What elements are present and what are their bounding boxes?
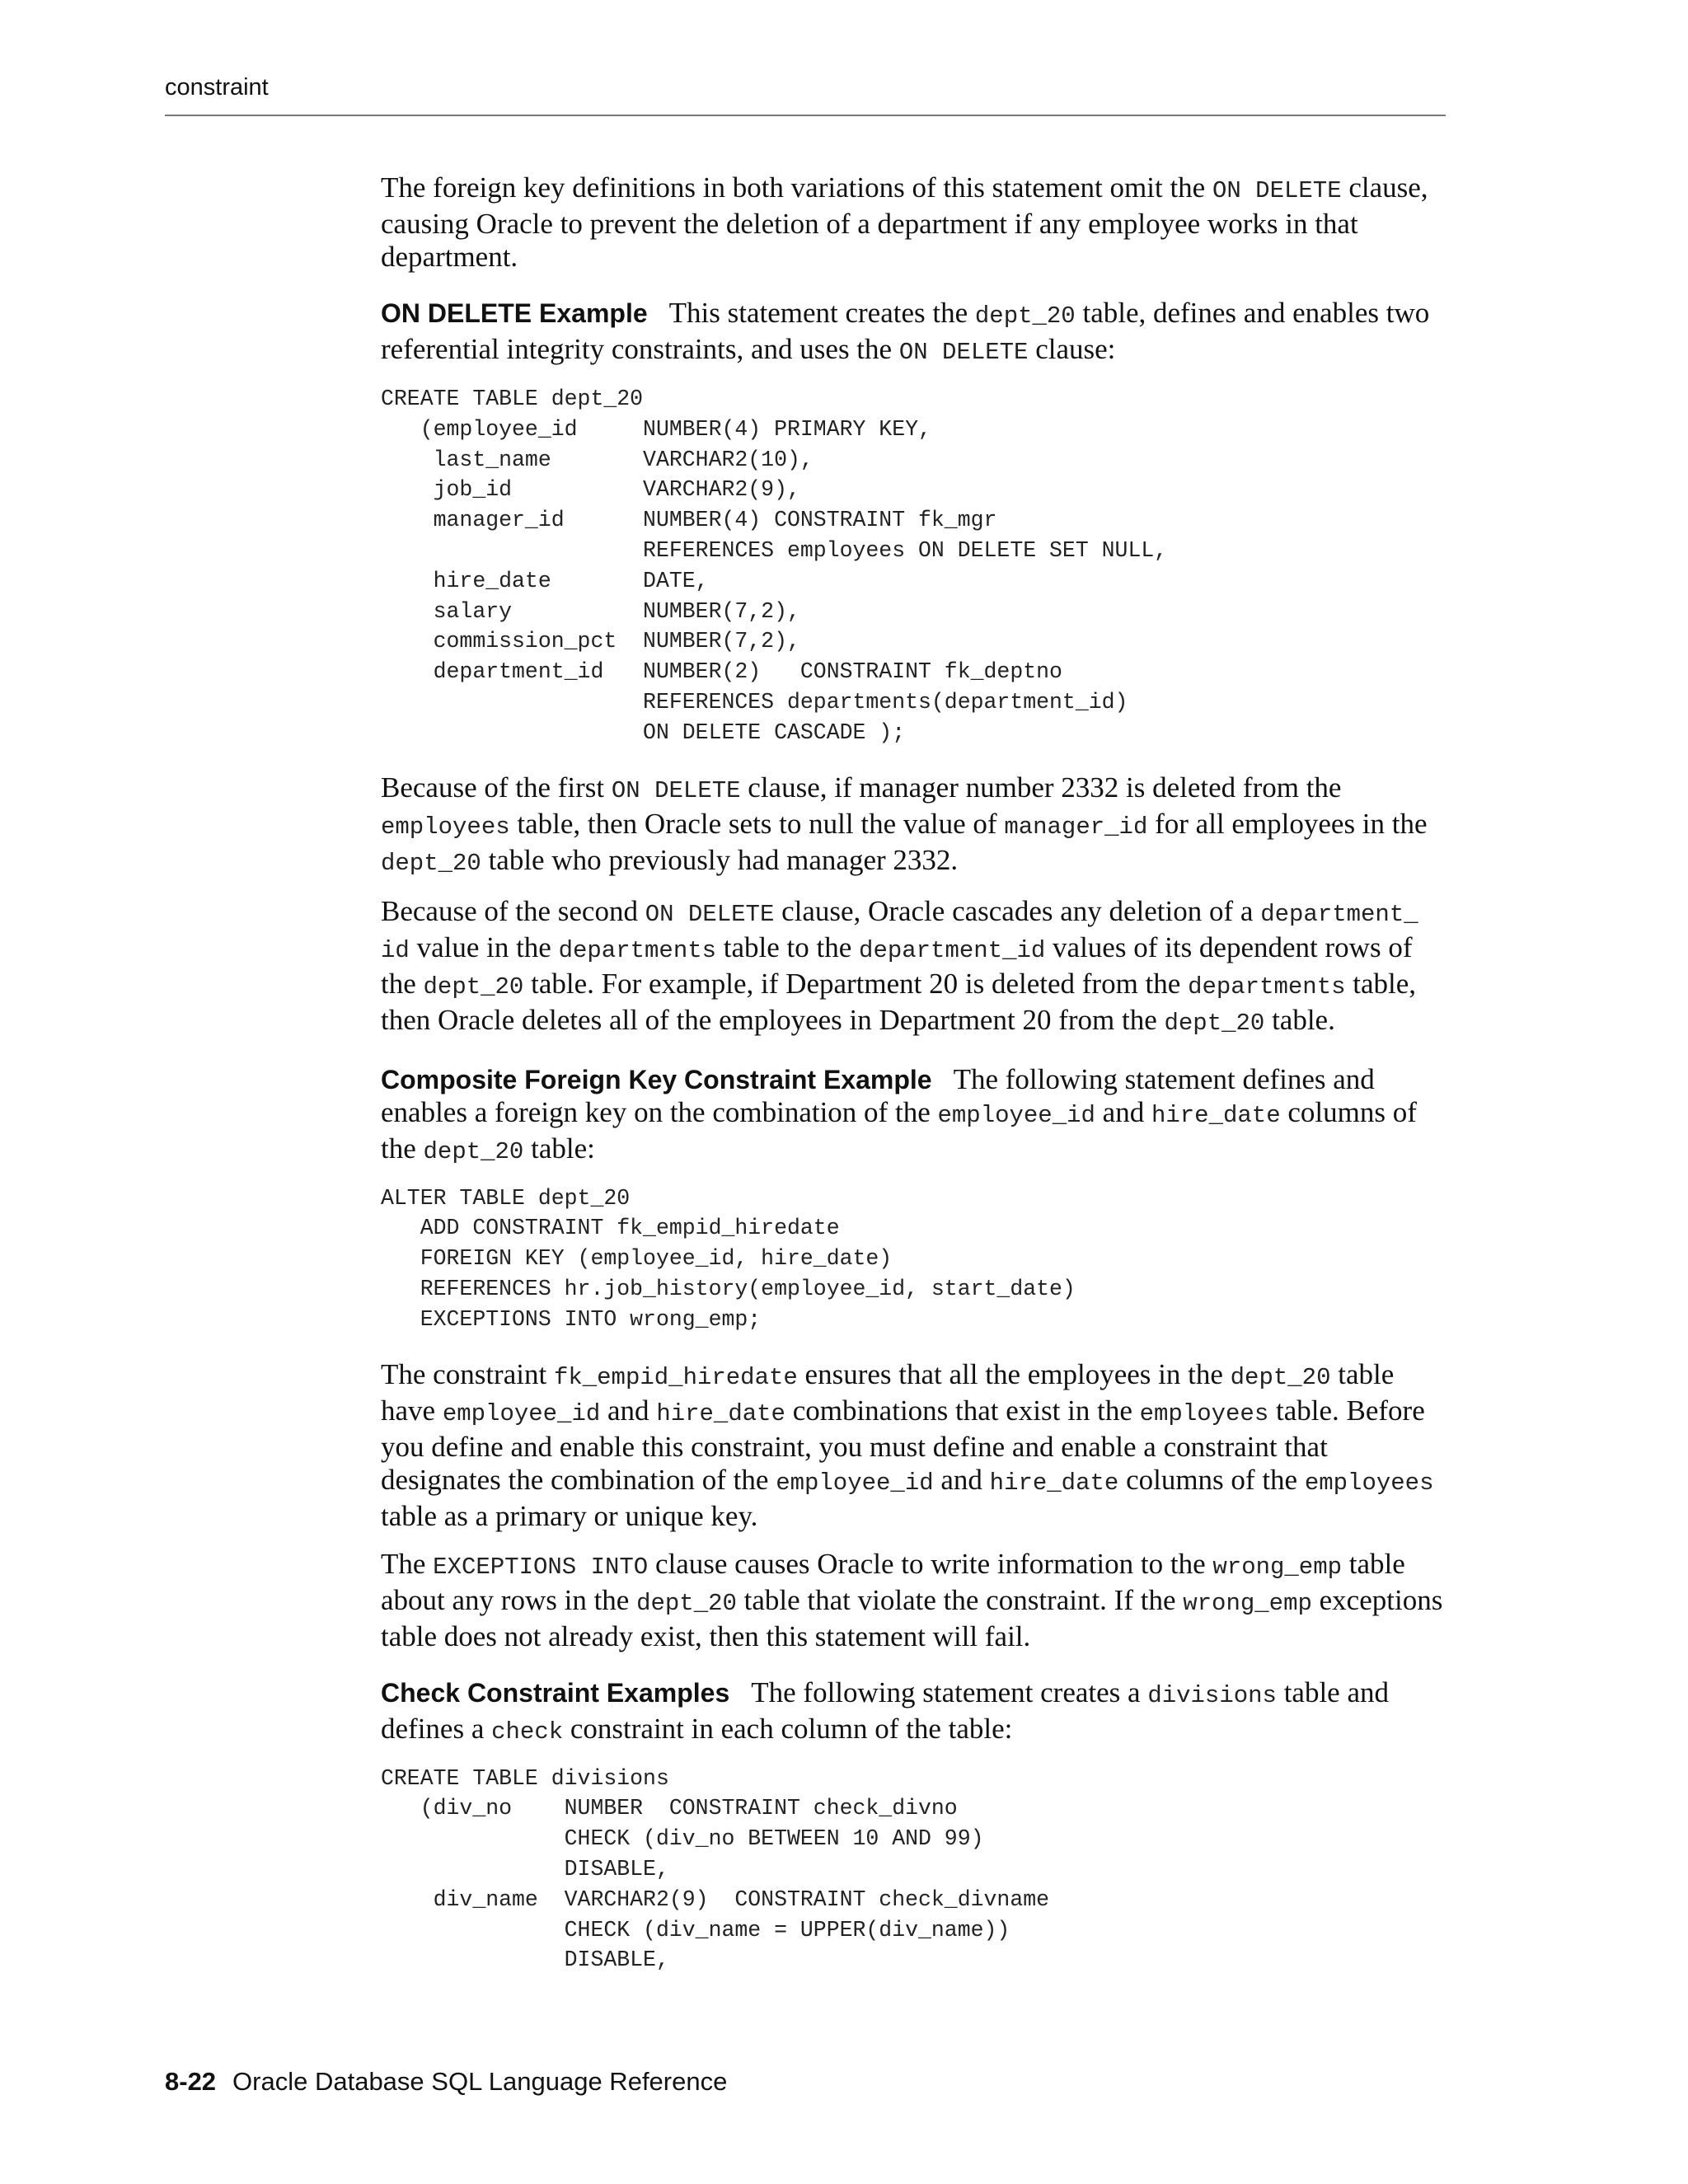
text: columns of the	[1118, 1463, 1305, 1496]
code-line: (div_no NUMBER CONSTRAINT check_divno	[381, 1796, 958, 1821]
code-term: employees	[1304, 1469, 1434, 1497]
code-line: manager_id NUMBER(4) CONSTRAINT fk_mgr	[381, 508, 997, 533]
code-line: FOREIGN KEY (employee_id, hire_date)	[381, 1246, 893, 1272]
code-line: ALTER TABLE dept_20	[381, 1185, 631, 1211]
code-line: CREATE TABLE dept_20	[381, 387, 644, 411]
code-term: divisions	[1147, 1681, 1277, 1709]
code-term: dept_20	[1164, 1009, 1265, 1037]
text: value in the	[409, 930, 559, 963]
code-line: CHECK (div_no BETWEEN 10 AND 99)	[381, 1826, 984, 1852]
code-term: ON DELETE	[645, 900, 775, 928]
code-term: dept_20	[381, 849, 481, 877]
code-line: DISABLE,	[381, 1947, 669, 1973]
code-term: wrong_emp	[1183, 1589, 1312, 1617]
code-term: department_	[1260, 900, 1418, 928]
code-block-alter-dept-20	[381, 1183, 1446, 1335]
text: clause, if manager number 2332 is deleted from the	[740, 771, 1342, 804]
code-line: last_name VARCHAR2(10),	[381, 447, 814, 472]
header-rule	[165, 115, 1446, 116]
code-block-create-dept-20	[381, 384, 1446, 748]
code-line: CREATE TABLE divisions	[381, 1765, 669, 1791]
paragraph-foreign-key-note	[381, 171, 1446, 274]
code-line: hire_date DATE,	[381, 568, 709, 593]
text: table to the	[716, 930, 860, 963]
code-term: departments	[558, 936, 717, 964]
code-line: DISABLE,	[381, 1856, 669, 1882]
code-term: hire_date	[1151, 1101, 1281, 1129]
text: table.	[1264, 1003, 1335, 1036]
code-term: hire_date	[656, 1399, 785, 1427]
text: table, then Oracle deletes all of the employees in Department 20 from the	[381, 967, 1417, 1036]
text: and	[933, 1463, 990, 1496]
text: columns of the	[381, 1095, 1417, 1165]
paragraph-check-constraint-examples	[381, 1676, 1446, 1749]
text: Because of the second	[381, 894, 645, 927]
text: clause, causing Oracle to prevent the deletion of a department if any employee works in that department.	[381, 171, 1428, 273]
text: The following statement defines and enables a foreign key on the combination of the	[381, 1062, 1375, 1128]
text: The following statement creates a	[751, 1675, 1148, 1708]
text: combinations that exist in the	[785, 1394, 1140, 1427]
text: clause:	[1028, 333, 1116, 365]
code-term: id	[381, 936, 410, 964]
code-term: wrong_emp	[1212, 1553, 1343, 1581]
text: table who previously had manager 2332.	[481, 843, 959, 876]
text: Because of the first	[381, 771, 612, 804]
text: table. Before you define and enable this constraint, you must define and enable a constraint that designates the combination of the	[381, 1394, 1425, 1496]
text: table that violate the constraint. If the	[736, 1583, 1184, 1616]
paragraph-composite-fk-example	[381, 1063, 1446, 1169]
section-heading-on-delete-example: ON DELETE Example	[381, 298, 648, 328]
code-line: EXCEPTIONS INTO wrong_emp;	[381, 1306, 762, 1332]
code-term: dept_20	[974, 302, 1076, 330]
code-line: REFERENCES hr.job_history(employee_id, start_date)	[381, 1276, 1076, 1301]
code-term: employee_id	[442, 1399, 601, 1427]
code-line: REFERENCES departments(department_id)	[381, 689, 1128, 715]
code-line: CHECK (div_name = UPPER(div_name))	[381, 1917, 1010, 1943]
text: table as a primary or unique key.	[381, 1499, 758, 1532]
text: table and defines a	[381, 1675, 1390, 1745]
text: table, defines and enables two referential integrity constraints, and uses the	[381, 297, 1430, 365]
code-term: employee_id	[937, 1101, 1095, 1129]
text: table:	[523, 1132, 595, 1165]
text: clause, Oracle cascades any deletion of a	[774, 894, 1261, 927]
section-heading-composite-fk: Composite Foreign Key Constraint Example	[381, 1064, 932, 1094]
code-term: department_id	[859, 936, 1046, 964]
code-line: div_name VARCHAR2(9) CONSTRAINT check_divname	[381, 1886, 1050, 1912]
text: table. For example, if Department 20 is deleted from the	[523, 967, 1189, 1000]
code-term: manager_id	[1004, 813, 1148, 841]
code-term: dept_20	[1230, 1363, 1331, 1391]
code-line: department_id NUMBER(2) CONSTRAINT fk_deptno	[381, 659, 1062, 685]
text: for all employees in the	[1147, 807, 1428, 840]
body-column	[381, 171, 1446, 1975]
paragraph-on-delete-example	[381, 297, 1446, 369]
text: table have	[381, 1357, 1395, 1427]
code-term: ON DELETE	[1212, 177, 1342, 204]
page-number: 8-22	[165, 2067, 217, 2096]
code-line: commission_pct NUMBER(7,2),	[381, 629, 800, 654]
text: constraint in each column of the table:	[563, 1712, 1013, 1745]
code-term: departments	[1188, 972, 1346, 1001]
code-term: dept_20	[636, 1589, 737, 1617]
code-term: employees	[381, 813, 510, 841]
code-term: fk_empid_hiredate	[553, 1363, 798, 1391]
code-line: ON DELETE CASCADE );	[381, 719, 906, 745]
code-term: check	[491, 1718, 564, 1746]
code-line: REFERENCES employees ON DELETE SET NULL,	[381, 537, 1168, 563]
paragraph-first-on-delete	[381, 771, 1446, 880]
code-line: salary NUMBER(7,2),	[381, 598, 800, 624]
code-term: employees	[1139, 1399, 1269, 1427]
code-term: dept_20	[423, 1137, 524, 1165]
text: clause causes Oracle to write information to the	[648, 1547, 1213, 1580]
code-term: employee_id	[776, 1469, 934, 1497]
text: table, then Oracle sets to null the value of	[509, 807, 1005, 840]
code-line: (employee_id NUMBER(4) PRIMARY KEY,	[381, 416, 931, 442]
text: and	[1095, 1095, 1151, 1128]
text: ensures that all the employees in the	[797, 1357, 1231, 1390]
text: The foreign key definitions in both variations of this statement omit the	[381, 171, 1212, 204]
code-block-create-divisions	[381, 1764, 1446, 1976]
code-term: hire_date	[989, 1469, 1119, 1497]
code-line: job_id VARCHAR2(9),	[381, 477, 800, 503]
text: The constraint	[381, 1357, 554, 1390]
code-term: ON DELETE	[611, 776, 741, 804]
paragraph-exceptions-into	[381, 1548, 1446, 1653]
section-heading-check-constraint: Check Constraint Examples	[381, 1677, 730, 1708]
text: and	[600, 1394, 657, 1427]
text: values of its dependent rows of the	[381, 930, 1413, 1000]
code-term: EXCEPTIONS INTO	[433, 1553, 649, 1581]
code-term: dept_20	[423, 972, 524, 1001]
paragraph-second-on-delete	[381, 895, 1446, 1040]
page-footer	[165, 2067, 727, 2097]
text: exceptions table does not already exist, then this statement will fail.	[381, 1583, 1443, 1652]
text: The	[381, 1547, 434, 1580]
running-head: constraint	[165, 74, 269, 101]
code-line: ADD CONSTRAINT fk_empid_hiredate	[381, 1216, 840, 1241]
text: This statement creates the	[668, 297, 975, 329]
book-title: Oracle Database SQL Language Reference	[232, 2067, 728, 2096]
paragraph-fk-empid-hiredate	[381, 1358, 1446, 1533]
text: table about any rows in the	[381, 1547, 1405, 1616]
code-term: ON DELETE	[898, 339, 1029, 366]
